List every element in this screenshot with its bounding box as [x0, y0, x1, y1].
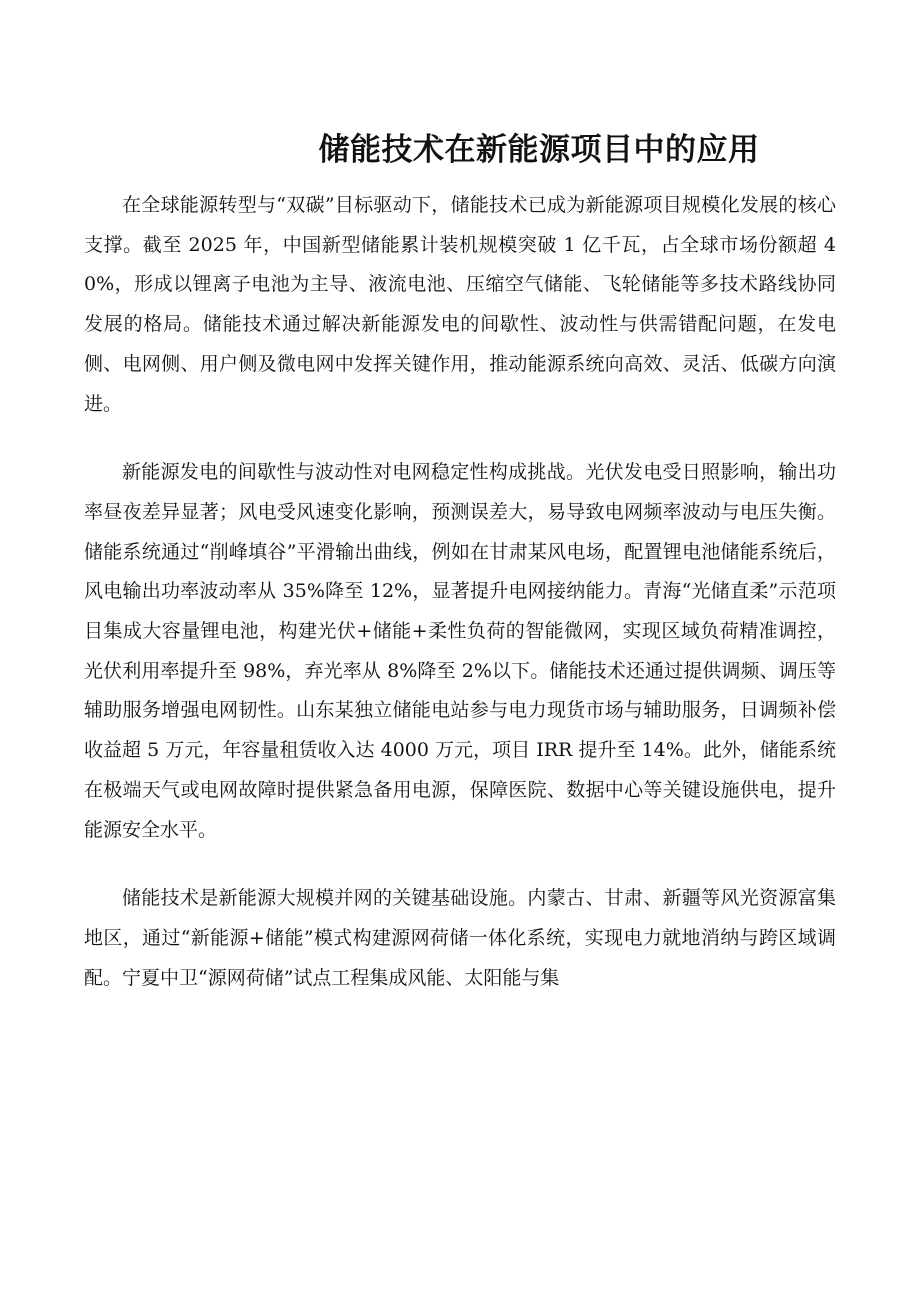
document-title: 储能技术在新能源项目中的应用 — [318, 132, 760, 168]
paragraph-grid-stability: 新能源发电的间歇性与波动性对电网稳定性构成挑战。光伏发电受日照影响，输出功率昼夜差异显著；风电受风速变化影响，预测误差大，易导致电网频率波动与电压失衡。储能系统通过“削峰填谷”平滑输出曲线，例如在甘肃某风电场，配置锂电池储能系统后，风电输出功率波动率从 35%降至 12%，显著提升电网接纳能力。青海“光储直柔”示范项目集成大容量锂电池，构建光伏+储能+柔性负荷的智能微网，实现区域负荷精准调控，光伏利用率提升至 98%，弃光率从 8%降至 2%以下。储能技术还通过提供调频、调压等辅助服务增强电网韧性。山东某独立储能电站参与电力现货市场与辅助服务，日调频补偿收益超 5 万元，年容量租赁收入达 4000 万元，项目 IRR 提升至 14%。此外，储能系统在极端天气或电网故障时提供紧急备用电源，保障医院、数据中心等关键设施供电，提升能源安全水平。 — [84, 461, 836, 841]
paragraph-intro: 在全球能源转型与“双碳”目标驱动下，储能技术已成为新能源项目规模化发展的核心支撑。截至 2025 年，中国新型储能累计装机规模突破 1 亿千瓦，占全球市场份额超 40%，形成以锂离子电池为主导、液流电池、压缩空气储能、飞轮储能等多技术路线协同发展的格局。储能技术通过解决新能源发电的间歇性、波动性与供需错配问题，在发电侧、电网侧、用户侧及微电网中发挥关键作用，推动能源系统向高效、灵活、低碳方向演进。 — [84, 194, 836, 415]
paragraph-grid-integration: 储能技术是新能源大规模并网的关键基础设施。内蒙古、甘肃、新疆等风光资源富集地区，通过“新能源+储能”模式构建源网荷储一体化系统，实现电力就地消纳与跨区域调配。宁夏中卫“源网荷储”试点工程集成风能、太阳能与集 — [84, 887, 836, 989]
